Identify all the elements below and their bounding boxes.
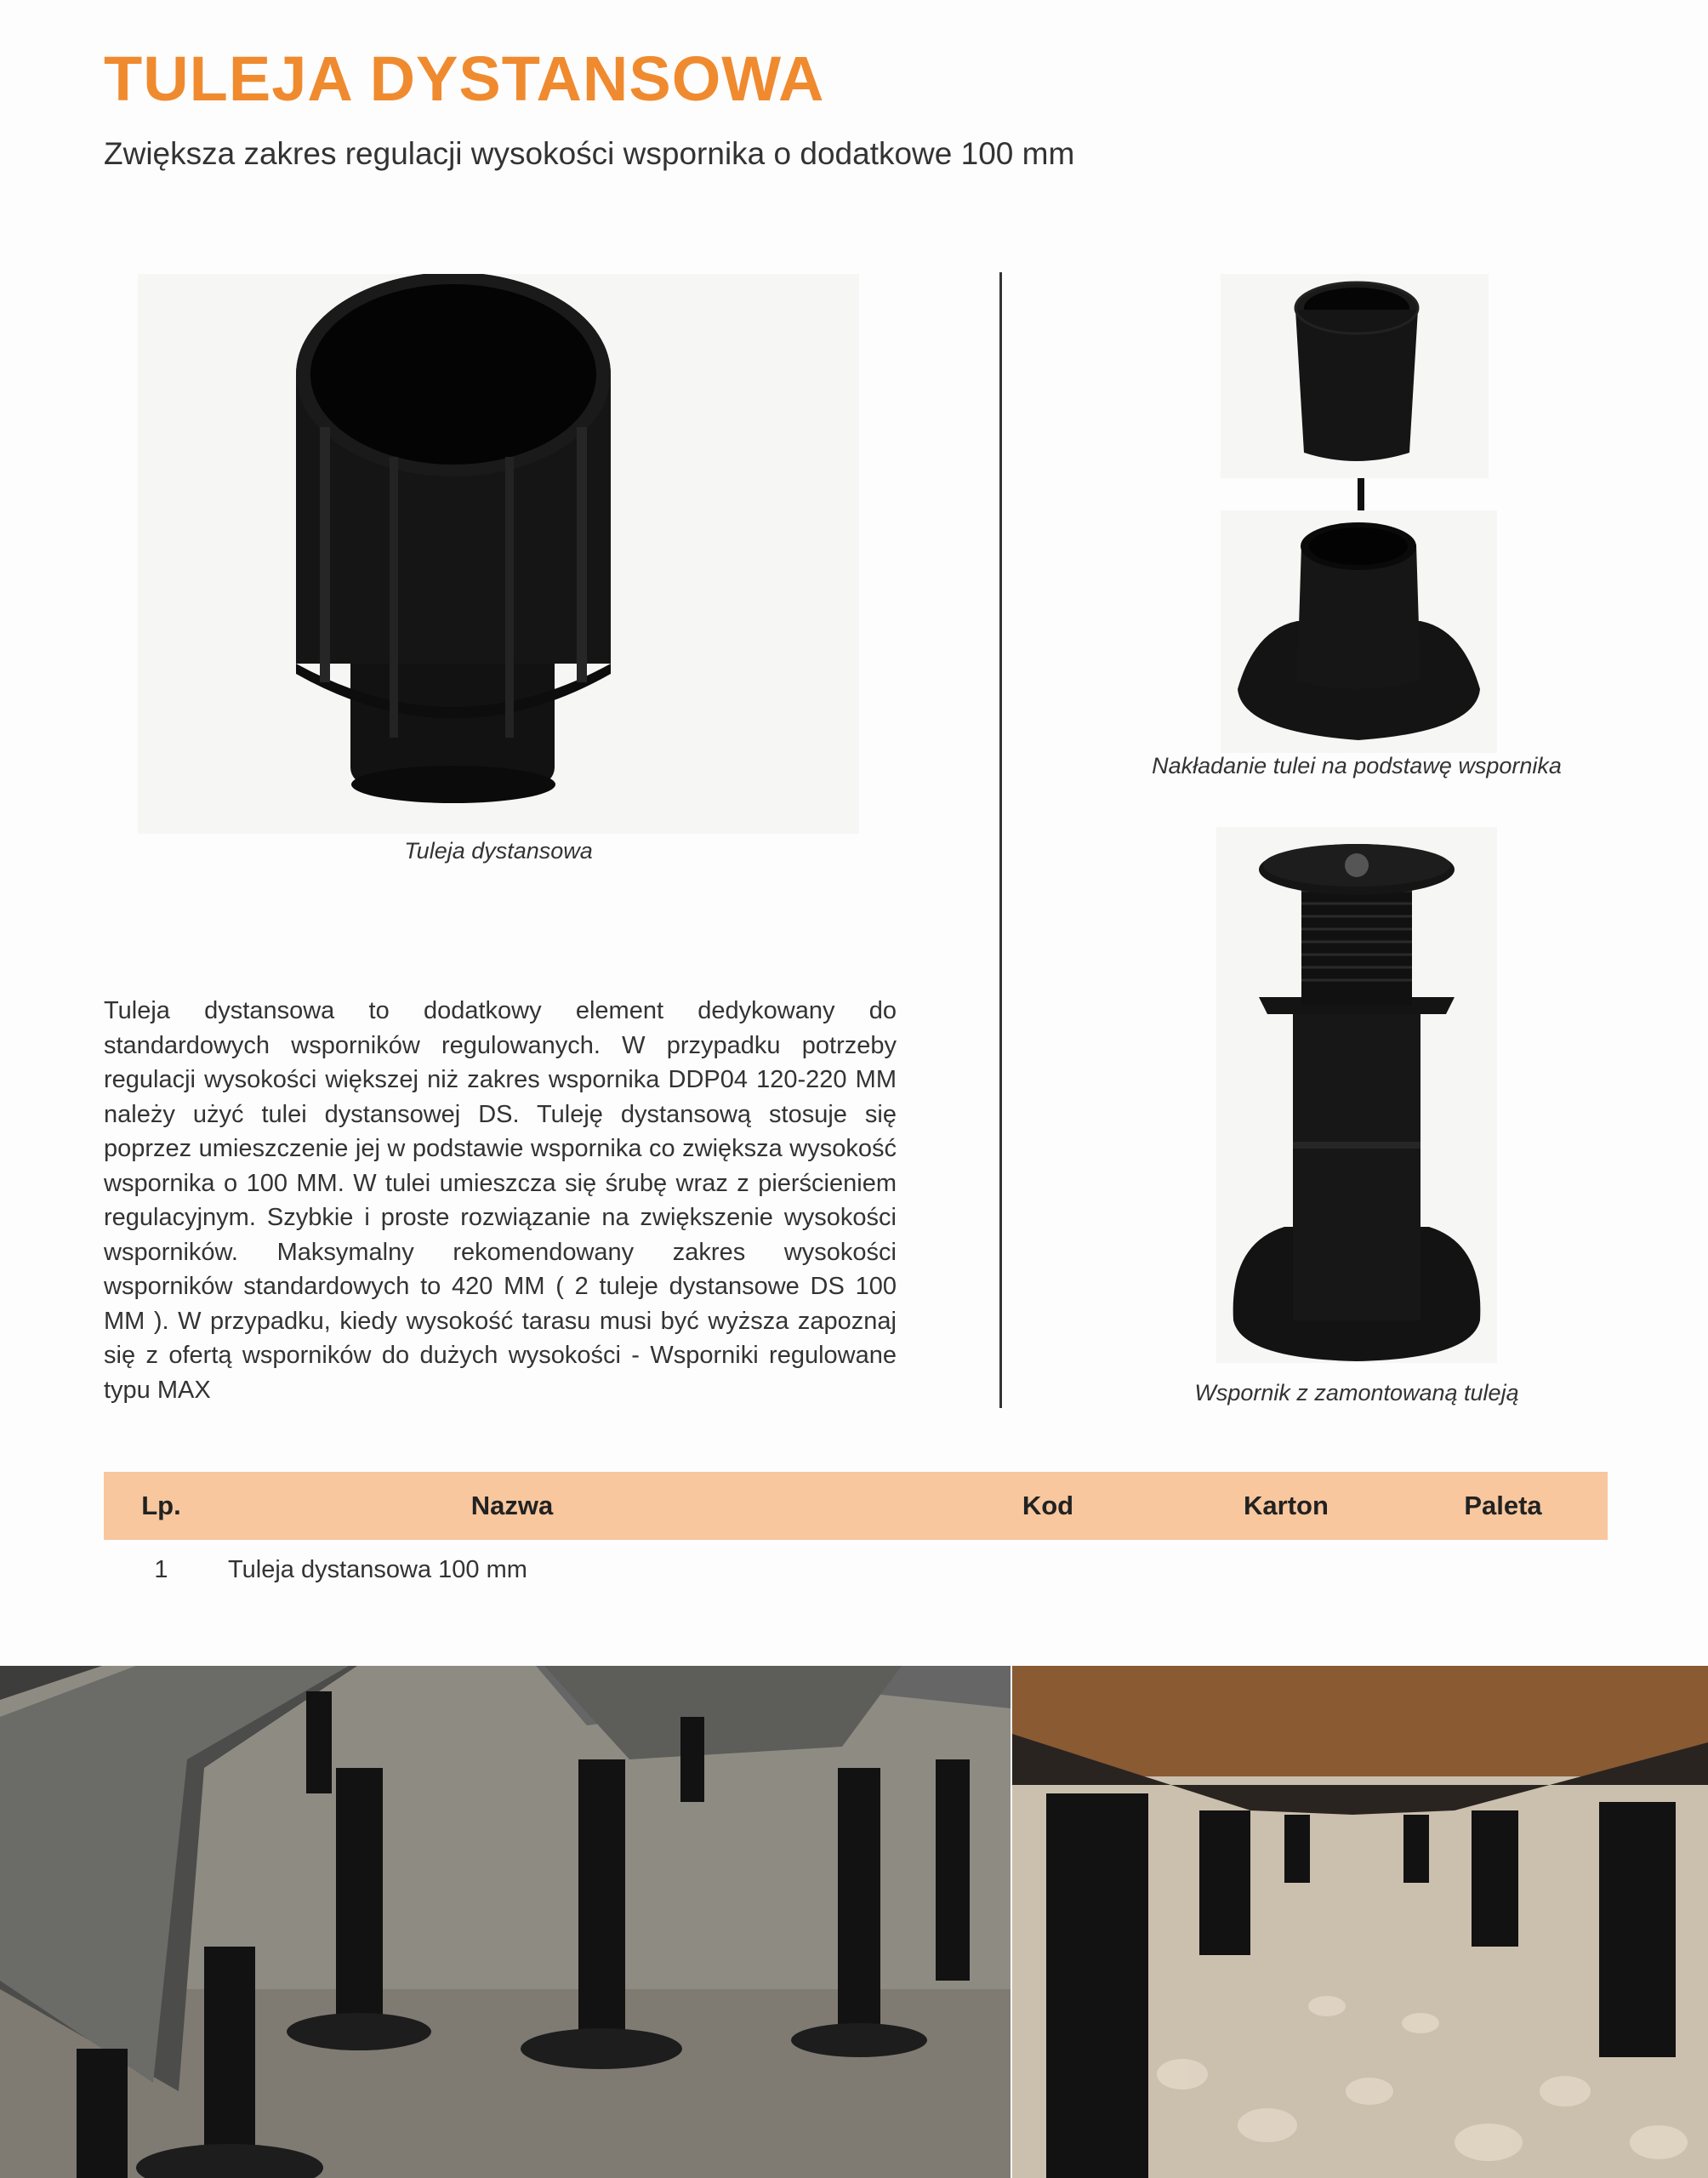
col-pallet: Paleta: [1464, 1491, 1542, 1520]
cell-name: Tuleja dystansowa 100 mm: [228, 1556, 527, 1583]
sleeve-illustration: [138, 274, 859, 834]
table-row: [104, 1553, 1608, 1587]
product-table-header: [104, 1472, 1608, 1540]
assembled-caption: Wspornik z zamontowaną tuleją: [1194, 1380, 1519, 1405]
col-name: Nazwa: [470, 1491, 554, 1520]
page-title: TULEJA DYSTANSOWA: [104, 43, 825, 114]
mounting-photo-sleeve: [1221, 274, 1489, 478]
column-divider: [999, 272, 1002, 1408]
installation-photo-tiles: [0, 1666, 1011, 2178]
col-carton: Karton: [1244, 1491, 1329, 1520]
mounting-caption: Nakładanie tulei na podstawę wspornika: [1152, 753, 1562, 778]
col-lp: Lp.: [141, 1491, 181, 1520]
page-subtitle: Zwiększa zakres regulacji wysokości wspornika o dodatkowe 100 mm: [104, 136, 1075, 171]
installation-photo-gravel: [1012, 1666, 1708, 2178]
assembled-photo: [1216, 827, 1497, 1363]
sleeve-photo: [138, 274, 859, 834]
col-code: Kod: [1022, 1491, 1074, 1520]
description-text: Tuleja dystansowa to dodatkowy element dedykowany do standardowych wsporników regulowanych. W przypadku potrzeby regulacji wysokości większej niż zakres wspornika DDP04 120-220 MM należy użyć tulei dystansowej DS. Tuleję dystansową stosuje się poprzez umieszczenie jej w podstawie wspornika co zwiększa wysokość wspornika o 100 MM. W tulei umieszcza się śrubę wraz z pierścieniem regulacyjnym. Szybkie i proste rozwiązanie na zwiększenie wysokości wsporników. Maksymalny rekomendowany zakres wysokości wsporników standardowych to 420 MM ( 2 tuleje dystansowe DS 100 MM ). W przypadku, kiedy wysokość tarasu musi być wyższa zapoznaj się z ofertą wsporników do dużych wysokości - Wsporniki regulowane typu MAX: [104, 997, 897, 1404]
sleeve-caption: Tuleja dystansowa: [404, 838, 593, 864]
mounting-photo-base: [1221, 510, 1497, 753]
cell-lp: 1: [154, 1556, 168, 1583]
